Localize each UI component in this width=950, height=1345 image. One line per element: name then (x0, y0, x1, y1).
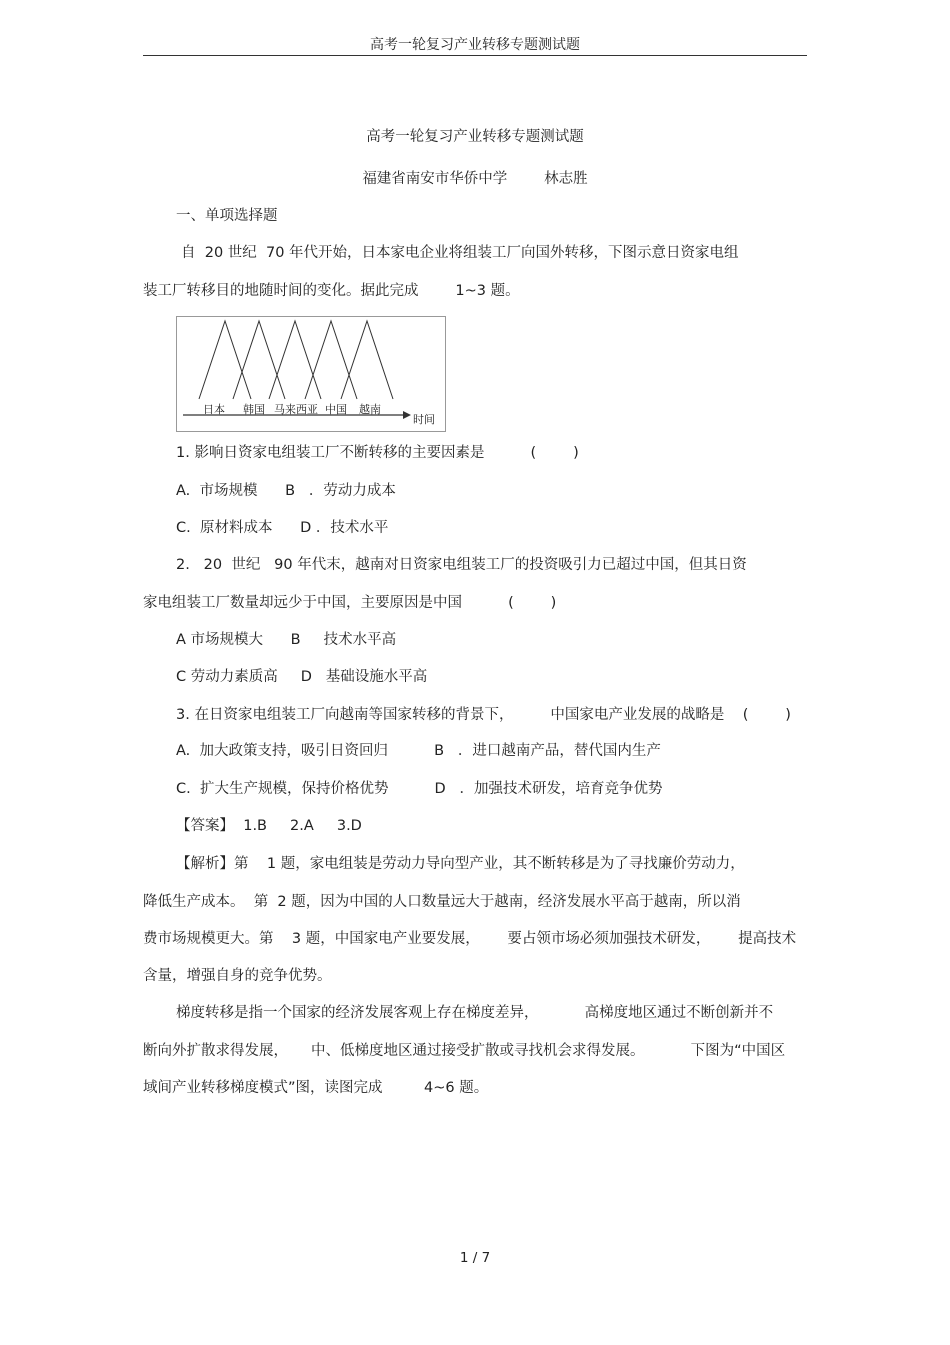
axis-label-time: 时间 (413, 413, 435, 426)
intro-line-1: 自 20 世纪 70 年代开始，日本家电企业将组装工厂向国外转移，下图示意日资家电组 (181, 245, 739, 261)
triangle-china (305, 321, 357, 399)
label-china: 中国 (325, 403, 347, 416)
q2-stem-line-1: 2. 20 世纪 90 年代末，越南对日资家电组装工厂的投资吸引力已超过中国，但其日资 (176, 557, 747, 573)
section-heading: 一、单项选择题 (176, 208, 278, 224)
header-rule (143, 55, 807, 56)
gradient-intro-line-2: 断向外扩散求得发展， 中、低梯度地区通过接受扩散或寻找机会求得发展。 下图为“中国区 (143, 1043, 786, 1059)
analysis-line-4: 含量，增强自身的竞争优势。 (143, 968, 332, 984)
analysis-line-2: 降低生产成本。 第 2 题，因为中国的人口数量远大于越南，经济发展水平高于越南，所以消 (143, 894, 741, 910)
triangle-korea (233, 321, 285, 399)
q2-options-ab: A 市场规模大 B 技术水平高 (176, 632, 397, 648)
gradient-intro-line-1: 梯度转移是指一个国家的经济发展客观上存在梯度差异， 高梯度地区通过不断创新并不 (176, 1005, 774, 1021)
transfer-figure (176, 316, 446, 432)
page-number: 1 / 7 (459, 1250, 491, 1266)
analysis-line-3: 费市场规模更大。第 3 题，中国家电产业要发展， 要占领市场必须加强技术研发， 提高技术 (143, 931, 797, 947)
running-header: 高考一轮复习产业转移专题测试题 (370, 37, 580, 53)
q1-stem: 1. 影响日资家电组装工厂不断转移的主要因素是 ( ) (176, 445, 579, 461)
document-title: 高考一轮复习产业转移专题测试题 (366, 129, 584, 145)
triangle-vietnam (341, 321, 393, 399)
q3-options-cd: C. 扩大生产规模，保持价格优势 D ．加强技术研发，培育竞争优势 (176, 781, 663, 797)
author-line: 福建省南安市华侨中学 林志胜 (362, 171, 588, 187)
label-vietnam: 越南 (359, 403, 381, 416)
q1-options-ab: A. 市场规模 B ．劳动力成本 (176, 483, 396, 499)
q1-options-cd: C. 原材料成本 D ．技术水平 (176, 520, 389, 536)
label-malaysia: 马来西亚 (274, 403, 318, 416)
analysis-line-1: 【解析】第 1 题，家电组装是劳动力导向型产业，其不断转移是为了寻找廉价劳动力， (176, 856, 745, 872)
q3-options-ab: A. 加大政策支持，吸引日资回归 B ．进口越南产品，替代国内生产 (176, 743, 661, 759)
gradient-intro-line-3: 域间产业转移梯度模式”图，读图完成 4~6 题。 (143, 1080, 489, 1096)
q2-options-cd: C 劳动力素质高 D 基础设施水平高 (176, 669, 428, 685)
q3-stem: 3. 在日资家电组装工厂向越南等国家转移的背景下， 中国家电产业发展的战略是 ( ) (176, 707, 791, 723)
answer-line: 【答案】 1.B 2.A 3.D (176, 818, 362, 834)
time-axis-arrow (403, 411, 411, 419)
transfer-diagram (177, 317, 445, 431)
intro-line-2: 装工厂转移目的地随时间的变化。据此完成 1~3 题。 (143, 283, 520, 299)
triangle-malaysia (269, 321, 321, 399)
label-japan: 日本 (203, 403, 225, 416)
q2-stem-line-2: 家电组装工厂数量却远少于中国，主要原因是中国 ( ) (143, 595, 557, 611)
triangle-japan (199, 321, 251, 399)
label-korea: 韩国 (243, 403, 265, 416)
